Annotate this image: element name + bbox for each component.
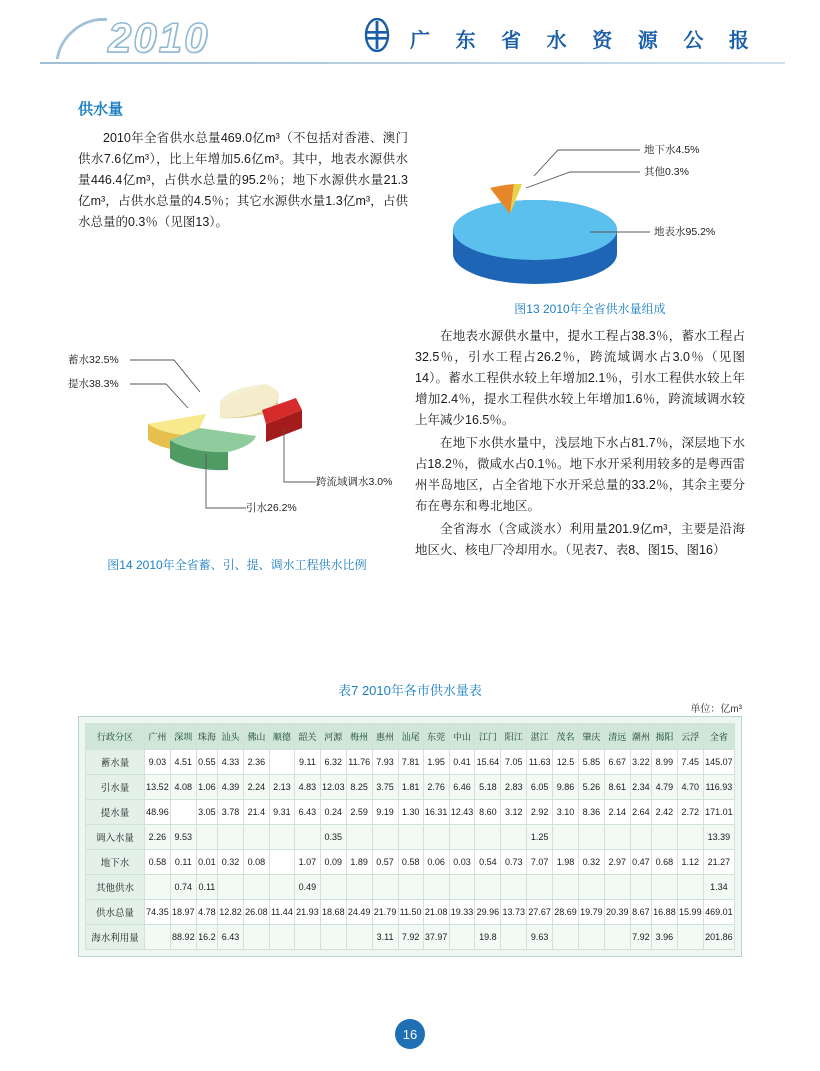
table-cell: 2.36 — [243, 750, 269, 775]
table-cell: 28.69 — [553, 900, 579, 925]
table-cell: 11.44 — [269, 900, 294, 925]
table-cell: 12.03 — [320, 775, 346, 800]
table-cell: 6.43 — [218, 925, 244, 950]
table-cell: 1.34 — [703, 875, 734, 900]
water-resources-logo-icon — [360, 18, 394, 52]
table-cell: 88.92 — [170, 925, 196, 950]
table-cell: 1.06 — [196, 775, 217, 800]
table-cell: 4.83 — [295, 775, 321, 800]
right-column-text — [415, 326, 745, 563]
table-cell: 5.85 — [578, 750, 604, 775]
table-cell — [218, 875, 244, 900]
table-cell: 0.68 — [652, 850, 678, 875]
table-cell: 1.81 — [398, 775, 423, 800]
table-cell: 2.92 — [527, 800, 553, 825]
table-cell: 0.47 — [630, 850, 651, 875]
table-row-label: 调入水量 — [86, 825, 145, 850]
table-cell: 2.34 — [630, 775, 651, 800]
table-cell: 29.96 — [475, 900, 501, 925]
header-divider — [40, 62, 785, 64]
table-cell: 0.09 — [320, 850, 346, 875]
table-cell: 1.95 — [423, 750, 449, 775]
table-cell: 74.35 — [145, 900, 171, 925]
table-cell — [578, 875, 604, 900]
table-column-header: 河源 — [320, 724, 346, 750]
table-cell: 16.2 — [196, 925, 217, 950]
table-column-header: 潮州 — [630, 724, 651, 750]
table-row-label: 供水总量 — [86, 900, 145, 925]
table-cell: 16.88 — [652, 900, 678, 925]
figure-13-caption: 图13 2010年全省供水量组成 — [514, 302, 666, 316]
table-cell — [145, 875, 171, 900]
table-cell — [553, 825, 579, 850]
table-7-container — [78, 716, 742, 957]
table-cell: 0.35 — [320, 825, 346, 850]
table-row — [86, 875, 735, 900]
paragraph: 2010年全省供水总量469.0亿m³（不包括对香港、澳门供水7.6亿m³），比上年增加5.6亿m³。其中，地表水源供水量446.4亿m³，占供水总量的95.2％；地下水源供水量21.3亿m³，占供水总量的4.5％；其它水源供水量1.3亿m³，占供水总量的0.3％（见图13）。 — [78, 131, 408, 229]
table-row-label: 地下水 — [86, 850, 145, 875]
table-column-header: 珠海 — [196, 724, 217, 750]
table-cell: 15.99 — [677, 900, 703, 925]
table-column-header-region: 行政分区 — [86, 724, 145, 750]
table-cell — [630, 825, 651, 850]
table-cell: 19.79 — [578, 900, 604, 925]
table-column-header: 全省 — [703, 724, 734, 750]
table-column-header: 韶关 — [295, 724, 321, 750]
table-cell: 469.01 — [703, 900, 734, 925]
table-cell: 9.03 — [145, 750, 171, 775]
table-cell — [501, 875, 527, 900]
fig14-label-diversion: 引水26.2% — [246, 502, 297, 514]
table-cell: 19.8 — [475, 925, 501, 950]
table-cell: 21.08 — [423, 900, 449, 925]
table-cell: 2.24 — [243, 775, 269, 800]
table-column-header: 揭阳 — [652, 724, 678, 750]
table-column-header: 江门 — [475, 724, 501, 750]
table-cell — [677, 825, 703, 850]
table-cell: 13.52 — [145, 775, 171, 800]
table-cell: 9.86 — [553, 775, 579, 800]
table-cell: 37.97 — [423, 925, 449, 950]
table-cell: 0.06 — [423, 850, 449, 875]
table-cell: 8.61 — [604, 775, 630, 800]
publication-title: 广 东 省 水 资 源 公 报 — [410, 30, 759, 52]
table-cell: 9.11 — [295, 750, 321, 775]
table-cell: 13.39 — [703, 825, 734, 850]
table-cell — [604, 825, 630, 850]
paragraph: 在地表水源供水量中，提水工程占38.3％，蓄水工程占32.5％，引水工程占26.2％，跨流域调水占3.0％（见图14）。蓄水工程供水较上年增加2.1％，引水工程供水较上年增加2.4％，提水工程供水较上年增加1.6％，跨流域调水较上年减少16.5％。 — [415, 329, 745, 427]
table-cell: 8.67 — [630, 900, 651, 925]
table-cell: 3.10 — [553, 800, 579, 825]
table-cell — [269, 850, 294, 875]
table-column-header: 茂名 — [553, 724, 579, 750]
table-cell — [553, 925, 579, 950]
table-cell: 6.67 — [604, 750, 630, 775]
table-column-header: 惠州 — [372, 724, 398, 750]
table-cell: 3.96 — [652, 925, 678, 950]
table-cell: 3.11 — [372, 925, 398, 950]
table-cell: 1.89 — [346, 850, 372, 875]
table-cell: 4.33 — [218, 750, 244, 775]
table-cell — [320, 875, 346, 900]
table-cell — [269, 825, 294, 850]
table-row-label: 蓄水量 — [86, 750, 145, 775]
table-cell: 21.79 — [372, 900, 398, 925]
fig14-label-transfer: 跨流域调水3.0% — [316, 476, 393, 488]
table-cell: 15.64 — [475, 750, 501, 775]
table-cell — [578, 925, 604, 950]
table-cell: 7.92 — [630, 925, 651, 950]
table-cell — [501, 825, 527, 850]
table-cell: 3.22 — [630, 750, 651, 775]
table-cell — [398, 875, 423, 900]
table-cell — [449, 825, 475, 850]
table-row — [86, 775, 735, 800]
table-cell — [372, 875, 398, 900]
table-cell: 2.72 — [677, 800, 703, 825]
table-cell: 6.43 — [295, 800, 321, 825]
table-cell: 6.46 — [449, 775, 475, 800]
paragraph: 全省海水（含咸淡水）利用量201.9亿m³，主要是沿海地区火、核电厂冷却用水。（见表7、表8、图15、图16） — [415, 522, 745, 557]
table-column-header: 顺德 — [269, 724, 294, 750]
table-cell: 21.4 — [243, 800, 269, 825]
page-header — [0, 0, 820, 70]
table-cell: 0.58 — [398, 850, 423, 875]
table-cell — [652, 825, 678, 850]
table-cell: 0.54 — [475, 850, 501, 875]
table-7 — [85, 723, 735, 950]
table-cell: 7.05 — [501, 750, 527, 775]
table-header — [86, 724, 735, 750]
table-cell — [145, 925, 171, 950]
table-cell: 4.79 — [652, 775, 678, 800]
table-cell: 201.86 — [703, 925, 734, 950]
table-cell: 6.05 — [527, 775, 553, 800]
table-cell: 8.60 — [475, 800, 501, 825]
table-cell: 6.32 — [320, 750, 346, 775]
table-cell: 3.78 — [218, 800, 244, 825]
table-cell — [449, 925, 475, 950]
table-cell: 145.07 — [703, 750, 734, 775]
table-cell — [501, 925, 527, 950]
table-row-label: 海水利用量 — [86, 925, 145, 950]
table-cell — [346, 825, 372, 850]
table-cell — [475, 825, 501, 850]
table-cell — [475, 875, 501, 900]
header-year: 2010 — [108, 14, 210, 61]
table-cell: 9.53 — [170, 825, 196, 850]
table-cell: 4.39 — [218, 775, 244, 800]
page-number: 16 — [395, 1019, 425, 1049]
table-cell: 24.49 — [346, 900, 372, 925]
table-cell: 0.41 — [449, 750, 475, 775]
table-cell — [346, 925, 372, 950]
table-cell: 5.18 — [475, 775, 501, 800]
fig14-label-storage: 蓄水32.5% — [68, 354, 119, 366]
table-cell: 116.93 — [703, 775, 734, 800]
table-cell: 0.01 — [196, 850, 217, 875]
table-column-header: 中山 — [449, 724, 475, 750]
table-cell: 3.75 — [372, 775, 398, 800]
table-cell — [527, 875, 553, 900]
table-cell: 1.12 — [677, 850, 703, 875]
table-row — [86, 900, 735, 925]
table-cell — [604, 875, 630, 900]
table-cell — [677, 875, 703, 900]
table-cell — [269, 925, 294, 950]
table-cell — [677, 925, 703, 950]
table-column-header: 湛江 — [527, 724, 553, 750]
table-cell: 9.31 — [269, 800, 294, 825]
table-column-header: 东莞 — [423, 724, 449, 750]
table-column-header: 汕头 — [218, 724, 244, 750]
table-cell: 171.01 — [703, 800, 734, 825]
table-cell: 0.73 — [501, 850, 527, 875]
table-cell: 11.63 — [527, 750, 553, 775]
table-7-title: 表7 2010年各市供水量表 — [338, 683, 482, 698]
table-column-header: 云浮 — [677, 724, 703, 750]
table-cell: 9.19 — [372, 800, 398, 825]
table-row — [86, 850, 735, 875]
table-cell — [630, 875, 651, 900]
table-cell: 7.45 — [677, 750, 703, 775]
table-cell — [346, 875, 372, 900]
table-cell — [170, 800, 196, 825]
table-cell: 12.43 — [449, 800, 475, 825]
table-cell: 9.63 — [527, 925, 553, 950]
figure-14-caption: 图14 2010年全省蓄、引、提、调水工程供水比例 — [107, 558, 367, 572]
table-cell: 7.81 — [398, 750, 423, 775]
table-cell: 0.24 — [320, 800, 346, 825]
table-column-header: 清远 — [604, 724, 630, 750]
table-cell: 0.08 — [243, 850, 269, 875]
table-cell: 1.25 — [527, 825, 553, 850]
table-cell: 19.33 — [449, 900, 475, 925]
table-cell: 0.32 — [218, 850, 244, 875]
table-cell — [553, 875, 579, 900]
table-cell: 0.11 — [196, 875, 217, 900]
table-cell — [243, 825, 269, 850]
table-row-label: 提水量 — [86, 800, 145, 825]
table-cell: 21.27 — [703, 850, 734, 875]
table-cell: 48.96 — [145, 800, 171, 825]
table-cell — [372, 825, 398, 850]
table-cell: 12.5 — [553, 750, 579, 775]
table-cell — [423, 825, 449, 850]
table-cell: 11.50 — [398, 900, 423, 925]
table-cell — [196, 825, 217, 850]
fig14-label-lift: 提水38.3% — [68, 378, 119, 390]
table-cell: 12.82 — [218, 900, 244, 925]
table-column-header: 肇庆 — [578, 724, 604, 750]
table-cell: 4.70 — [677, 775, 703, 800]
table-column-header: 深圳 — [170, 724, 196, 750]
table-cell — [578, 825, 604, 850]
table-cell: 4.51 — [170, 750, 196, 775]
table-cell: 11.76 — [346, 750, 372, 775]
table-cell: 1.07 — [295, 850, 321, 875]
table-cell: 8.25 — [346, 775, 372, 800]
table-cell: 26.08 — [243, 900, 269, 925]
table-cell: 5.26 — [578, 775, 604, 800]
table-cell: 3.05 — [196, 800, 217, 825]
table-cell — [269, 875, 294, 900]
table-cell: 2.14 — [604, 800, 630, 825]
table-row — [86, 800, 735, 825]
table-cell — [218, 825, 244, 850]
table-cell: 0.55 — [196, 750, 217, 775]
table-cell — [449, 875, 475, 900]
table-column-header: 梅州 — [346, 724, 372, 750]
table-cell — [243, 925, 269, 950]
table-cell — [295, 825, 321, 850]
table-cell: 3.12 — [501, 800, 527, 825]
table-row — [86, 825, 735, 850]
table-header-row — [86, 724, 735, 750]
fig13-label-groundwater: 地下水4.5% — [644, 144, 700, 156]
table-7-unit: 单位：亿m³ — [690, 704, 742, 715]
table-cell: 2.83 — [501, 775, 527, 800]
table-cell — [320, 925, 346, 950]
table-cell: 0.11 — [170, 850, 196, 875]
table-cell — [295, 925, 321, 950]
table-cell: 7.07 — [527, 850, 553, 875]
table-cell — [423, 875, 449, 900]
table-cell: 21.93 — [295, 900, 321, 925]
table-cell — [652, 875, 678, 900]
table-cell: 2.42 — [652, 800, 678, 825]
section-title: 供水量 — [78, 101, 124, 118]
table-row-label: 引水量 — [86, 775, 145, 800]
table-cell: 8.36 — [578, 800, 604, 825]
table-cell: 2.59 — [346, 800, 372, 825]
table-cell: 0.49 — [295, 875, 321, 900]
table-column-header: 阳江 — [501, 724, 527, 750]
left-column-text — [78, 128, 408, 235]
table-cell: 7.93 — [372, 750, 398, 775]
table-cell: 2.26 — [145, 825, 171, 850]
table-row-label: 其他供水 — [86, 875, 145, 900]
fig13-label-surface: 地表水95.2% — [654, 226, 716, 238]
table-cell: 0.32 — [578, 850, 604, 875]
table-cell: 2.64 — [630, 800, 651, 825]
table-column-header: 汕尾 — [398, 724, 423, 750]
table-column-header: 佛山 — [243, 724, 269, 750]
table-cell: 27.67 — [527, 900, 553, 925]
figure-13-pie-chart — [430, 130, 750, 315]
table-cell — [398, 825, 423, 850]
header-swoosh-decoration — [56, 18, 108, 59]
table-cell: 4.78 — [196, 900, 217, 925]
table-cell: 0.57 — [372, 850, 398, 875]
table-cell: 18.97 — [170, 900, 196, 925]
table-cell: 18.68 — [320, 900, 346, 925]
table-cell: 0.58 — [145, 850, 171, 875]
table-cell: 2.13 — [269, 775, 294, 800]
table-cell: 1.30 — [398, 800, 423, 825]
table-cell: 1.98 — [553, 850, 579, 875]
table-row — [86, 925, 735, 950]
table-row — [86, 750, 735, 775]
table-cell: 0.03 — [449, 850, 475, 875]
table-cell: 13.73 — [501, 900, 527, 925]
fig13-label-other: 其他0.3% — [644, 166, 689, 178]
figure-14-pie-chart — [70, 336, 410, 551]
table-cell: 20.39 — [604, 900, 630, 925]
table-column-header: 广州 — [145, 724, 171, 750]
table-cell: 2.76 — [423, 775, 449, 800]
table-cell — [604, 925, 630, 950]
paragraph: 在地下水供水量中，浅层地下水占81.7％，深层地下水占18.2％，微咸水占0.1％。地下水开采利用较多的是粤西雷州半岛地区，占全省地下水开采总量的33.2％，其余主要分布在粤东和粤北地区。 — [415, 436, 745, 513]
table-cell — [269, 750, 294, 775]
table-body — [86, 750, 735, 950]
table-cell: 8.99 — [652, 750, 678, 775]
table-cell: 0.74 — [170, 875, 196, 900]
table-cell: 7.92 — [398, 925, 423, 950]
table-cell: 16.31 — [423, 800, 449, 825]
table-cell: 4.08 — [170, 775, 196, 800]
table-cell: 2.97 — [604, 850, 630, 875]
table-cell — [243, 875, 269, 900]
